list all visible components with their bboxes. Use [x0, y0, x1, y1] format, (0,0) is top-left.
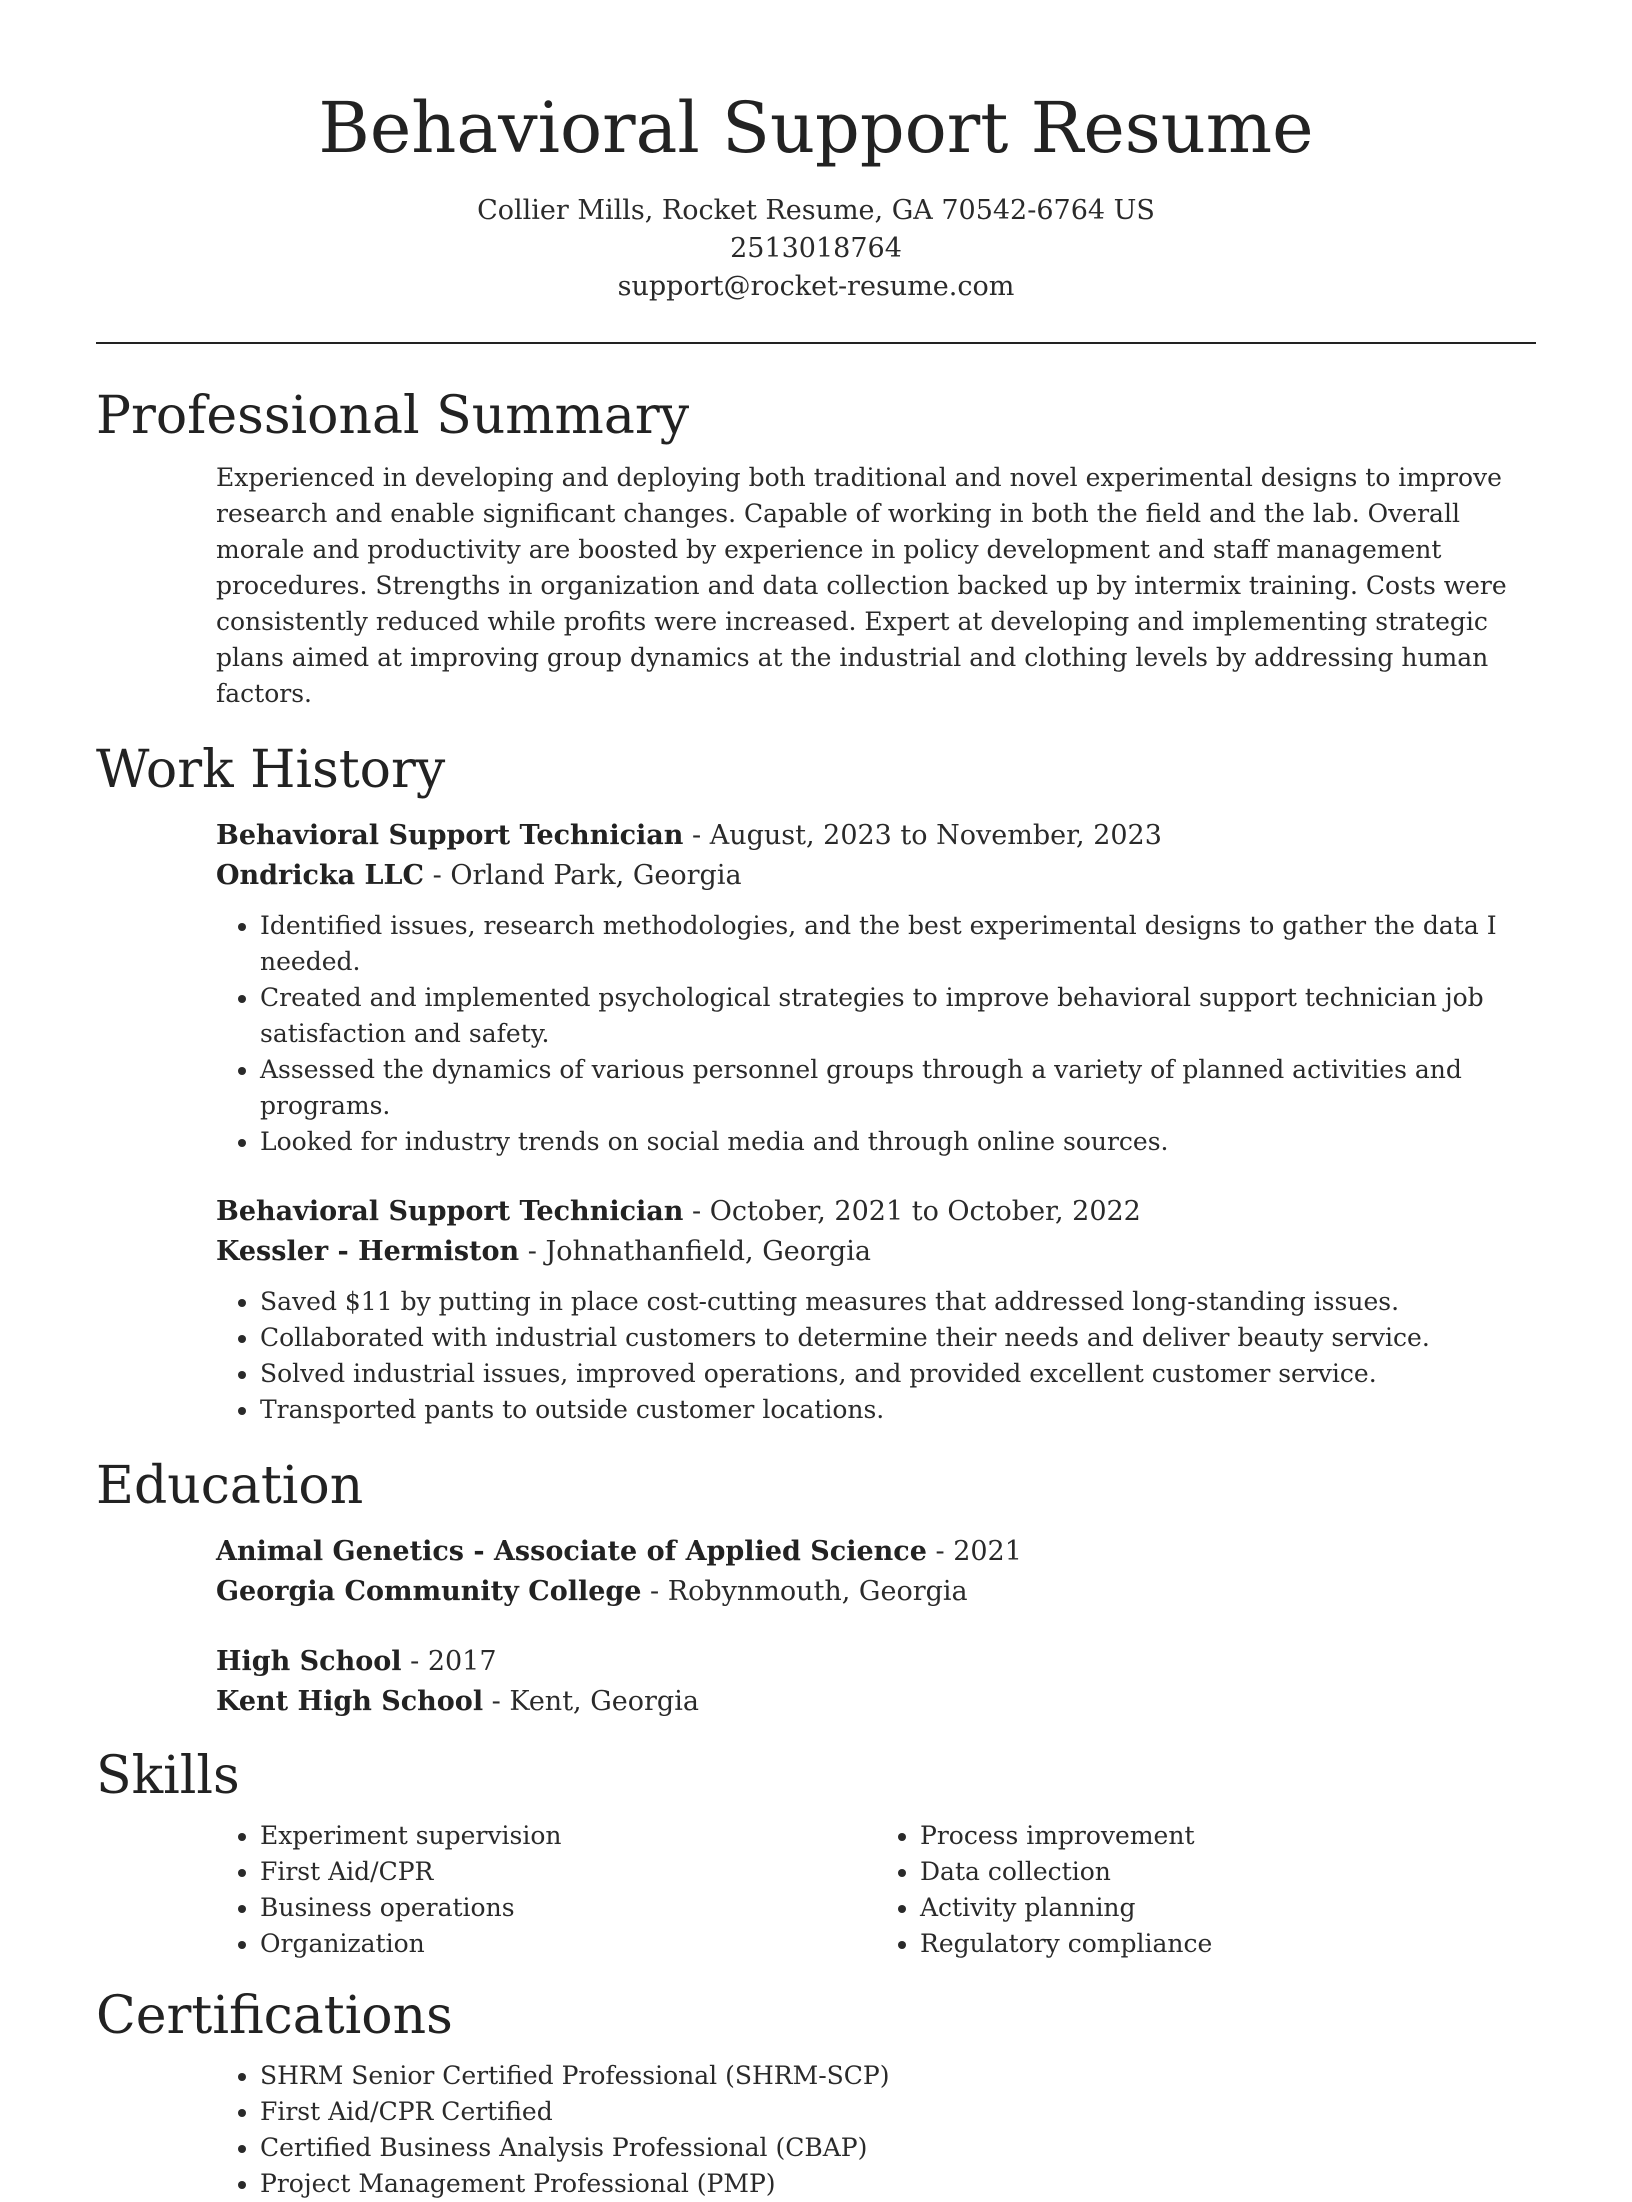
resume-title: Behavioral Support Resume	[318, 87, 1314, 169]
skills-heading: Skills	[96, 1746, 240, 1806]
work-section	[96, 738, 1536, 1428]
skill-item: • Business operations	[260, 1890, 876, 1926]
education-school-line	[216, 1682, 1536, 1722]
job-bullet: • Saved $11 by putting in place cost-cutting measures that addressed long-standing issues.	[260, 1284, 1536, 1320]
contact-email: support@rocket-resume.com	[617, 271, 1015, 302]
education-year: 2021	[953, 1536, 1022, 1567]
separator: -	[401, 1646, 428, 1677]
separator: -	[683, 820, 710, 851]
certification-item: • First Aid/CPR Certified	[260, 2094, 1536, 2130]
contact-block	[96, 192, 1536, 306]
education-entry	[216, 1532, 1536, 1612]
education-degree-line	[216, 1532, 1536, 1572]
skills-list-left	[216, 1818, 876, 1962]
summary-section	[96, 384, 1536, 712]
job-company: Kessler - Hermiston	[216, 1236, 520, 1267]
separator: -	[926, 1536, 954, 1567]
summary-heading: Professional Summary	[96, 386, 690, 446]
education-location: Robynmouth, Georgia	[667, 1576, 968, 1607]
job-entry	[216, 1192, 1536, 1428]
job-dates: August, 2023 to November, 2023	[709, 820, 1162, 851]
skill-item: • Experiment supervision	[260, 1818, 876, 1854]
skills-list-right	[876, 1818, 1536, 1962]
separator: -	[424, 860, 451, 891]
education-school: Kent High School	[216, 1686, 484, 1717]
job-role: Behavioral Support Technician	[216, 1196, 684, 1227]
skill-item: • First Aid/CPR	[260, 1854, 876, 1890]
contact-address: Collier Mills, Rocket Resume, GA 70542-6764 US	[477, 195, 1155, 226]
job-bullet: • Solved industrial issues, improved operations, and provided excellent customer service.	[260, 1356, 1536, 1392]
job-company-line	[216, 1232, 1536, 1272]
resume-header	[96, 0, 1536, 306]
job-location: Johnathanfield, Georgia	[545, 1236, 871, 1267]
job-bullet: • Transported pants to outside customer locations.	[260, 1392, 1536, 1428]
job-company-line	[216, 856, 1536, 896]
job-bullet: • Identified issues, research methodologies, and the best experimental designs to gather the data I needed.	[260, 908, 1536, 980]
education-section	[96, 1454, 1536, 1722]
job-entry	[216, 816, 1536, 1160]
job-bullet: • Looked for industry trends on social media and through online sources.	[260, 1124, 1536, 1160]
job-dates: October, 2021 to October, 2022	[709, 1196, 1141, 1227]
certifications-body	[216, 2058, 1536, 2202]
skill-item: • Organization	[260, 1926, 876, 1962]
skill-item: • Data collection	[920, 1854, 1536, 1890]
skills-section	[96, 1744, 1536, 1962]
education-entry	[216, 1642, 1536, 1722]
skill-item: • Process improvement	[920, 1818, 1536, 1854]
certification-item: • Certified Business Analysis Professional (CBAP)	[260, 2130, 1536, 2166]
job-role: Behavioral Support Technician	[216, 820, 684, 851]
skill-item: • Activity planning	[920, 1890, 1536, 1926]
certifications-heading: Certifications	[96, 1986, 453, 2046]
certification-item: • Project Management Professional (PMP)	[260, 2166, 1536, 2202]
job-bullet: • Assessed the dynamics of various personnel groups through a variety of planned activities and programs.	[260, 1052, 1536, 1124]
certifications-list	[216, 2058, 1536, 2202]
education-degree: Animal Genetics - Associate of Applied Science	[216, 1536, 927, 1567]
job-bullets	[216, 1284, 1536, 1428]
separator: -	[641, 1576, 668, 1607]
job-company: Ondricka LLC	[216, 860, 425, 891]
job-bullet: • Created and implemented psychological strategies to improve behavioral support technician job satisfaction and safety.	[260, 980, 1536, 1052]
summary-text: Experienced in developing and deploying both traditional and novel experimental designs to improve research and enable significant changes. Capable of working in both the field and the lab. Overall morale and productivity are boosted by experience in policy development and staff management procedures. Strengths in organization and data collection backed up by intermix training. Costs were consistently reduced while profits were increased. Expert at developing and implementing strategic plans aimed at improving group dynamics at the industrial and clothing levels by addressing human factors.	[216, 463, 1507, 708]
header-divider	[96, 342, 1536, 344]
separator: -	[683, 1196, 710, 1227]
skill-item: • Regulatory compliance	[920, 1926, 1536, 1962]
job-title-line	[216, 1192, 1536, 1232]
certification-item: • SHRM Senior Certified Professional (SHRM-SCP)	[260, 2058, 1536, 2094]
education-school-line	[216, 1572, 1536, 1612]
certifications-section	[96, 1984, 1536, 2202]
summary-body	[216, 460, 1536, 712]
resume-page	[96, 0, 1536, 2202]
contact-phone: 2513018764	[730, 233, 902, 264]
job-bullets	[216, 908, 1536, 1160]
work-heading: Work History	[96, 740, 446, 800]
separator: -	[483, 1686, 510, 1717]
education-location: Kent, Georgia	[509, 1686, 699, 1717]
education-degree-line	[216, 1642, 1536, 1682]
education-school: Georgia Community College	[216, 1576, 642, 1607]
education-year: 2017	[427, 1646, 497, 1677]
education-degree: High School	[216, 1646, 402, 1677]
job-bullet: • Collaborated with industrial customers to determine their needs and deliver beauty service.	[260, 1320, 1536, 1356]
skills-grid	[216, 1818, 1536, 1962]
separator: -	[519, 1236, 546, 1267]
education-heading: Education	[96, 1456, 364, 1516]
job-location: Orland Park, Georgia	[450, 860, 742, 891]
job-title-line	[216, 816, 1536, 856]
